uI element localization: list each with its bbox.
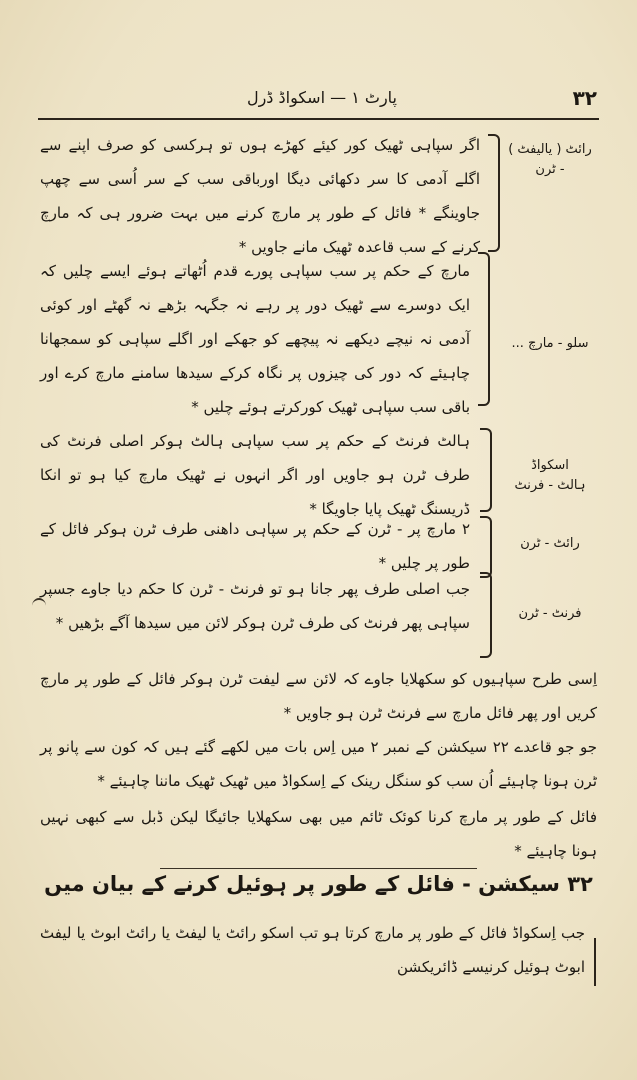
paragraph: فائل کے طور پر مارچ کرنا کوئک ٹائم میں بھی سکھلایا جائیگا لیکن ڈبل سے کبھی نہیں ہونا چاہیئے * (40, 808, 597, 860)
entry-text: جب اصلی طرف پھر جانا ہو تو فرنٹ - ٹرن کا حکم دیا جاوے جسپر سپاہی پھر فرنٹ کی طرف ٹرن ہوکر لائن میں سیدھا آگے بڑھیں * (40, 580, 470, 632)
entry-text: ہالٹ فرنٹ کے حکم پر سب سپاہی ہالٹ ہوکر اصلی فرنٹ کی طرف ٹرن ہو جاویں اور اگر انہوں نے ٹھیک مارچ کیا ہو تو انکا ڈریسنگ ٹھیک پایا جاویگا * (40, 432, 470, 518)
page-number: ۳۲ (572, 86, 597, 110)
section-heading: ۳۲ سیکشن - فائل کے طور پر ہوئیل کرنے کے بیان میں (44, 872, 593, 896)
paragraph: اِسی طرح سپاہیوں کو سکھلایا جاوے کہ لائن سے لیفت ٹرن ہوکر فائل کے طور پر مارچ کریں اور پھر فائل مارچ سے فرنٹ ٹرن ہو جاویں * (40, 670, 597, 722)
entry-text: ۲ مارچ پر - ٹرن کے حکم پر سپاہی داھنی طرف ٹرن ہوکر فائل کے طور پر چلیں * (40, 520, 470, 572)
brace (478, 252, 490, 406)
margin-bar (594, 938, 596, 986)
brace (488, 134, 500, 252)
side-label: رائٹ - ٹرن (520, 536, 580, 551)
section-text: جب اِسکواڈ فائل کے طور پر مارچ کرتا ہو تب اسکو رائٹ یا لیفٹ یا رائٹ ابوٹ یا لیفٹ ابوٹ ہوئیل کرنیسے ڈائریکشن (40, 924, 585, 976)
running-title: پارٹ ۱ — اسکواڈ ڈرل (246, 88, 397, 107)
side-label: اسکواڈ ہالٹ - فرنٹ (514, 458, 586, 493)
entry-text: اگر سپاہی ٹھیک کور کیئے کھڑے ہوں تو ہرکسی کو صرف اپنے سے اگلے آدمی کا سر دکھائی دیگا اورباقی سب کے سر اُسی سے چھپ جاوینگے * فائل کے طور پر مارچ کرنے میں بہت ضرور ہی کہ مارچ کرنے کے سب قاعدہ ٹھیک مانے جاویں * (40, 136, 480, 256)
page-mark (32, 598, 46, 614)
side-label: فرنٹ - ٹرن (518, 606, 582, 621)
page-header (190, 86, 597, 116)
side-label: رائٹ ( یالیفٹ ) - ٹرن (508, 142, 592, 177)
header-rule (38, 118, 599, 120)
brace (480, 516, 492, 578)
section-divider (160, 868, 477, 869)
brace (480, 428, 492, 512)
brace (480, 572, 492, 658)
paragraph: جو جو قاعدے ۲۲ سیکشن کے نمبر ۲ میں اِس بات میں لکھے گئے ہیں کہ کون سے پانو پر ٹرن ہونا چاہیئے اُن سب کو سنگل رینک کے اِسکواڈ میں ٹھیک ٹھیک ماننا چاہیئے * (40, 738, 597, 790)
side-label: سلو - مارچ ... (511, 336, 589, 351)
entry-text: مارچ کے حکم پر سب سپاہی پورے قدم اُٹھاتے ہوئے ایسے چلیں کہ ایک دوسرے سے ٹھیک دور پر رہے نہ جگہہ بڑھے نہ گھٹے اور کوئی آدمی نہ نیچے دیکھے نہ پیچھے کو جھکے اور اگلے سپاہی کو سمجھانا چاہیئے کہ دور کی چیزوں پر نگاہ کرکے سیدھا سامنے مارچ کرے اور باقی سب سپاہی ٹھیک کورکرتے ہوئے چلیں * (40, 262, 470, 416)
